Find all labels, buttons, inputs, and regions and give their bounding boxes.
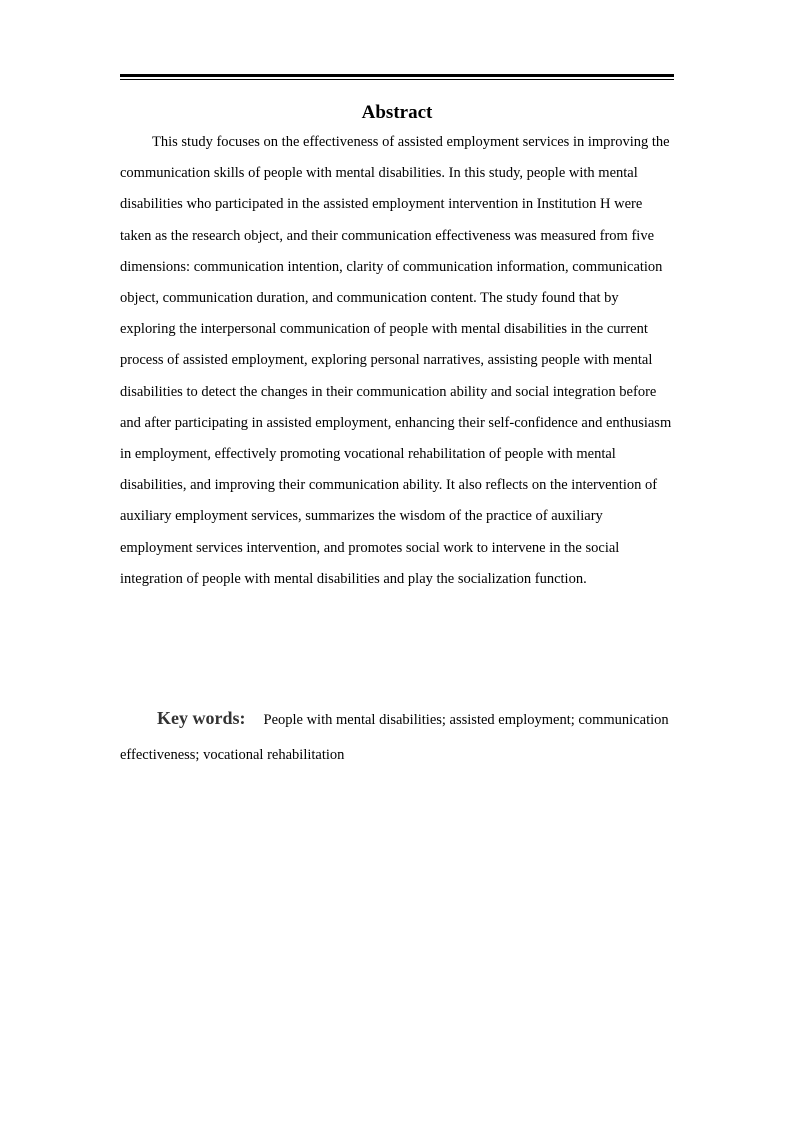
keywords-label: Key words:: [157, 708, 246, 728]
abstract-body: This study focuses on the effectiveness of assisted employment services in improving the communication skills of people with mental disabilities. In this study, people with mental disabilities who participated in the assisted employment intervention in Institution H were taken as the research object, and their communication effectiveness was measured from five dimensions: communication intention, clarity of communication information, communication object, communication duration, and communication content. The study found that by exploring the interpersonal communication of people with mental disabilities in the current process of assisted employment, exploring personal narratives, assisting people with mental disabilities to detect the changes in their communication ability and social integration before and after participating in assisted employment, enhancing their self-confidence and enthusiasm in employment, effectively promoting vocational rehabilitation of people with mental disabilities, and improving their communication ability. It also reflects on the intervention of auxiliary employment services, summarizes the wisdom of the practice of auxiliary employment services intervention, and promotes social work to intervene in the social integration of people with mental disabilities and play the socialization function.: [120, 134, 672, 587]
header-double-rule: [120, 74, 674, 80]
keywords-section: [120, 701, 676, 773]
header-rule-thin: [120, 79, 674, 80]
header-rule-thick: [120, 74, 674, 77]
keywords-text: People with mental disabilities; assisted employment; communication effectiveness; vocational rehabilitation: [120, 712, 669, 763]
abstract-title: Abstract: [361, 102, 433, 123]
